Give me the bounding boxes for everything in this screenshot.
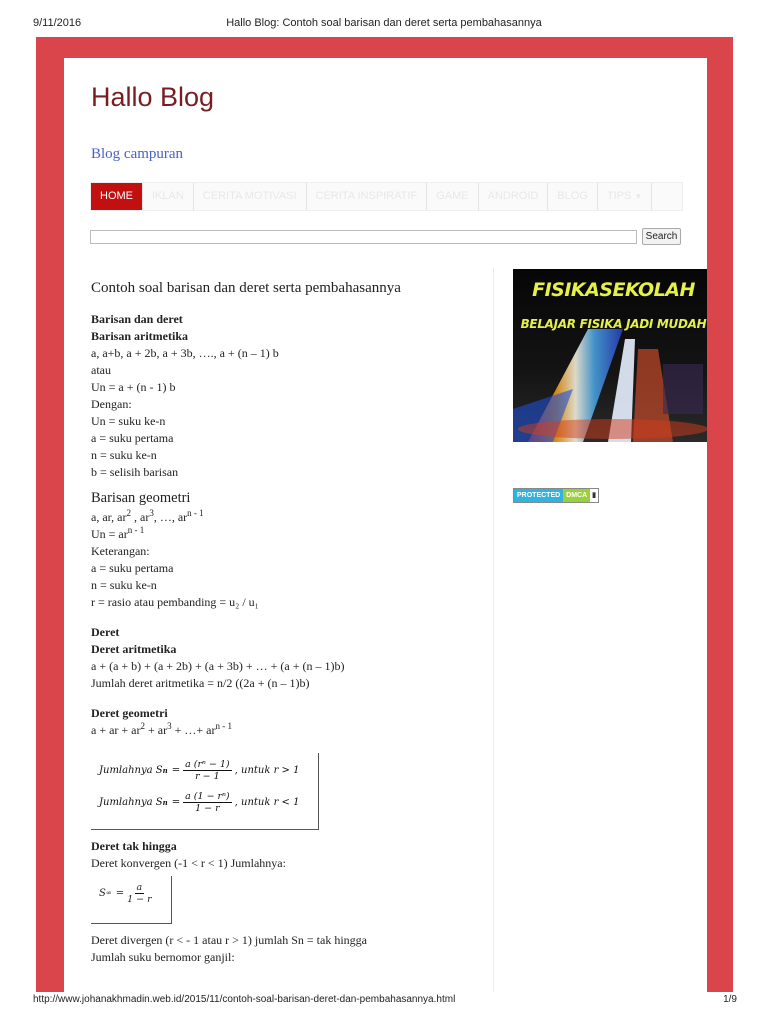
superscript: n - 1 bbox=[127, 525, 145, 535]
formula-eq: = bbox=[171, 797, 181, 808]
nav-item-cerita-motivasi[interactable]: CERITA MOTIVASI bbox=[194, 183, 307, 210]
superscript: 3 bbox=[149, 508, 154, 518]
formula-subscript: ∞ bbox=[105, 889, 112, 897]
text-span: , …, ar bbox=[153, 510, 188, 524]
formula-label: S bbox=[99, 888, 106, 899]
text-line: b = selisih barisan bbox=[91, 465, 179, 479]
fraction-numerator: a (1 − rⁿ) bbox=[185, 791, 230, 802]
formula-row bbox=[99, 791, 299, 814]
subheading-barisan-aritmetika: Barisan aritmetika bbox=[91, 329, 188, 343]
print-footer bbox=[0, 992, 768, 1012]
column-divider bbox=[493, 268, 494, 992]
formula-fraction bbox=[183, 759, 232, 782]
superscript: n - 1 bbox=[187, 508, 204, 518]
formula-eq: = bbox=[171, 765, 181, 776]
dmca-protected-badge[interactable] bbox=[513, 488, 599, 503]
text-line: Un = a + (n - 1) b bbox=[91, 380, 176, 394]
text-line: n = suku ke-n bbox=[91, 578, 157, 592]
print-header bbox=[0, 0, 768, 36]
superscript: 2 bbox=[126, 508, 131, 518]
print-page-title: Hallo Blog: Contoh soal barisan dan deret serta pembahasannya bbox=[226, 17, 542, 29]
text-line: Jumlah suku bernomor ganjil: bbox=[91, 950, 235, 964]
text-line: atau bbox=[91, 363, 111, 377]
text-line: a, a+b, a + 2b, a + 3b, …., a + (n – 1) b bbox=[91, 346, 279, 360]
text-span: + ar bbox=[145, 723, 168, 737]
print-url: http://www.johanakhmadin.web.id/2015/11/contoh-soal-barisan-deret-dan-pembahasannya.html bbox=[33, 994, 456, 1005]
text-line: a + (a + b) + (a + 2b) + (a + 3b) + … + (a + (n – 1)b) bbox=[91, 659, 345, 673]
formula-condition: , untuk r < 1 bbox=[234, 797, 300, 808]
badge-protected-label: PROTECTED bbox=[514, 489, 563, 502]
blog-title[interactable]: Hallo Blog bbox=[91, 82, 215, 112]
section-heading-deret: Deret bbox=[91, 625, 120, 639]
formula-row bbox=[99, 882, 155, 905]
text-line: Deret divergen (r < - 1 atau r > 1) jumlah Sn = tak hingga bbox=[91, 933, 368, 947]
fraction-denominator: 1 − r bbox=[195, 803, 220, 814]
text-span: a, ar, ar bbox=[91, 510, 127, 524]
superscript: 3 bbox=[167, 721, 172, 731]
infinite-sum-formula-image bbox=[91, 876, 172, 924]
fraction-numerator: a bbox=[136, 882, 143, 893]
un-formula-line bbox=[91, 526, 486, 543]
formula-fraction bbox=[183, 791, 232, 814]
banner-subtitle: BELAJAR FISIKA JADI MUDAH bbox=[520, 317, 707, 331]
text-span: a + ar + ar bbox=[91, 723, 141, 737]
nav-item-home[interactable]: HOME bbox=[91, 183, 143, 210]
geometric-series-line bbox=[91, 722, 486, 739]
text-line: Keterangan: bbox=[91, 544, 150, 558]
formula-label: Jumlahnya S bbox=[99, 797, 163, 808]
formula-condition: , untuk r > 1 bbox=[234, 765, 300, 776]
banner-title: FISIKASEKOLAH bbox=[532, 279, 695, 301]
formula-row bbox=[99, 759, 299, 782]
fraction-denominator: r − 1 bbox=[195, 771, 220, 782]
nav-item-android[interactable]: ANDROID bbox=[479, 183, 549, 210]
badge-dmca-label: DMCA bbox=[563, 489, 590, 502]
main-navigation bbox=[90, 182, 683, 211]
nav-item-blog[interactable]: BLOG bbox=[548, 183, 598, 210]
search-button[interactable]: Search bbox=[642, 228, 681, 245]
text-line: Dengan: bbox=[91, 397, 132, 411]
geometric-sequence-line bbox=[91, 509, 486, 526]
text-line: n = suku ke-n bbox=[91, 448, 157, 462]
fraction-numerator: a (rⁿ − 1) bbox=[185, 759, 230, 770]
section-heading-barisan-geometri: Barisan geometri bbox=[91, 490, 191, 506]
text-line: Deret konvergen (-1 < r < 1) Jumlahnya: bbox=[91, 856, 286, 870]
print-date: 9/11/2016 bbox=[33, 17, 82, 29]
print-page-number: 1/9 bbox=[723, 994, 737, 1005]
nav-item-cerita-inspiratif[interactable]: CERITA INSPIRATIF bbox=[307, 183, 428, 210]
formula-fraction bbox=[127, 882, 152, 905]
blog-description: Blog campuran bbox=[91, 146, 184, 162]
fisikasekolah-banner[interactable] bbox=[513, 269, 707, 442]
subheading-deret-tak-hingga: Deret tak hingga bbox=[91, 839, 177, 853]
text-line: r = rasio atau pembanding = u₂ / u₁ bbox=[91, 595, 259, 609]
text-line: a = suku pertama bbox=[91, 431, 174, 445]
nav-item-tips[interactable] bbox=[598, 183, 652, 210]
nav-item-game[interactable]: GAME bbox=[427, 183, 478, 210]
nav-item-iklan[interactable]: IKLAN bbox=[143, 183, 194, 210]
text-line: Jumlah deret aritmetika = n/2 ((2a + (n – 1)b) bbox=[91, 676, 310, 690]
formula-subscript: n bbox=[162, 798, 168, 807]
text-span: Un = ar bbox=[91, 527, 128, 541]
superscript: 2 bbox=[140, 721, 146, 731]
formula-label: Jumlahnya S bbox=[99, 765, 163, 776]
badge-end-mark: ▮ bbox=[590, 489, 598, 502]
text-line: Un = suku ke-n bbox=[91, 414, 166, 428]
search-bar bbox=[90, 230, 681, 246]
post-body bbox=[91, 280, 486, 966]
nav-item-tips-label: TIPS bbox=[606, 190, 632, 202]
superscript: n - 1 bbox=[215, 721, 232, 731]
text-line: a = suku pertama bbox=[91, 561, 174, 575]
post-title: Contoh soal barisan dan deret serta pembahasannya bbox=[91, 280, 401, 296]
fraction-denominator: 1 − r bbox=[127, 894, 152, 905]
section-heading-barisan-deret: Barisan dan deret bbox=[91, 312, 183, 326]
search-input[interactable] bbox=[90, 230, 637, 244]
blog-content-area bbox=[64, 58, 707, 992]
subheading-deret-geometri: Deret geometri bbox=[91, 706, 168, 720]
subheading-deret-aritmetika: Deret aritmetika bbox=[91, 642, 177, 656]
formula-eq: = bbox=[115, 888, 125, 899]
formula-subscript: n bbox=[162, 766, 168, 775]
geometric-sum-formula-image bbox=[91, 753, 319, 830]
text-span: + …+ ar bbox=[171, 723, 216, 737]
chevron-down-icon: ▼ bbox=[634, 192, 643, 201]
text-span: , ar bbox=[131, 510, 150, 524]
